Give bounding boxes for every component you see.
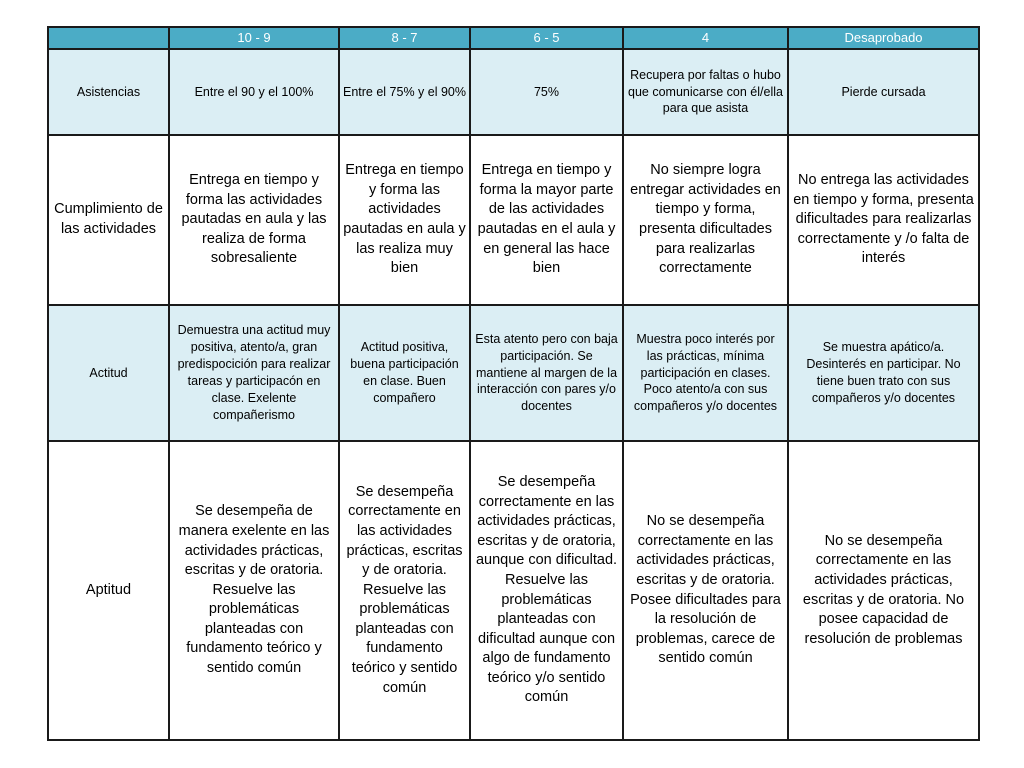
row-label-aptitud: Aptitud — [48, 441, 169, 740]
table-cell: Se muestra apático/a. Desinterés en participar. No tiene buen trato con sus compañeros y/o docentes — [788, 305, 979, 441]
table-cell: No se desempeña correctamente en las actividades prácticas, escritas y de oratoria. No posee capacidad de resolución de problemas — [788, 441, 979, 740]
row-label-cumplimiento: Cumplimiento de las actividades — [48, 135, 169, 305]
header-col-4: 4 — [623, 27, 788, 49]
table-row-cumplimiento — [48, 135, 979, 305]
table-cell: No entrega las actividades en tiempo y forma, presenta dificultades para realizarlas correctamente y /o falta de interés — [788, 135, 979, 305]
table-cell: Entrega en tiempo y forma las actividades pautadas en aula y las realiza de forma sobresaliente — [169, 135, 339, 305]
header-col-10-9: 10 - 9 — [169, 27, 339, 49]
table-row-asistencias — [48, 49, 979, 135]
table-cell: Se desempeña de manera exelente en las actividades prácticas, escritas y de oratoria. Resuelve las problemáticas planteadas con fundamento teórico y sentido común — [169, 441, 339, 740]
table-cell: No se desempeña correctamente en las actividades prácticas, escritas y de oratoria. Posee dificultades para la resolución de problemas, carece de sentido común — [623, 441, 788, 740]
header-col-8-7: 8 - 7 — [339, 27, 470, 49]
table-cell: Actitud positiva, buena participación en clase. Buen compañero — [339, 305, 470, 441]
table-cell: Esta atento pero con baja participación. Se mantiene al margen de la interacción con pares y/o docentes — [470, 305, 623, 441]
table-cell: Entre el 75% y el 90% — [339, 49, 470, 135]
table-cell: Demuestra una actitud muy positiva, atento/a, gran predispocición para realizar tareas y participacón en clase. Exelente compañerismo — [169, 305, 339, 441]
header-row — [48, 27, 979, 49]
header-col-desaprobado: Desaprobado — [788, 27, 979, 49]
table-cell: Muestra poco interés por las prácticas, mínima participación en clases. Poco atento/a con sus compañeros y/o docentes — [623, 305, 788, 441]
row-label-asistencias: Asistencias — [48, 49, 169, 135]
row-label-actitud: Actitud — [48, 305, 169, 441]
table-cell: Pierde cursada — [788, 49, 979, 135]
header-col-6-5: 6 - 5 — [470, 27, 623, 49]
table-cell: No siempre logra entregar actividades en tiempo y forma, presenta dificultades para realizarlas correctamente — [623, 135, 788, 305]
table-cell: Entre el 90 y el 100% — [169, 49, 339, 135]
rubric-table — [47, 26, 980, 741]
table-row-aptitud — [48, 441, 979, 740]
table-row-actitud — [48, 305, 979, 441]
table-cell: Se desempeña correctamente en las actividades prácticas, escritas y de oratoria, aunque con dificultad. Resuelve las problemáticas planteadas con dificultad aunque con algo de fundamento teórico y/o sentido común — [470, 441, 623, 740]
table-cell: Entrega en tiempo y forma la mayor parte de las actividades pautadas en el aula y en general las hace bien — [470, 135, 623, 305]
table-cell: Se desempeña correctamente en las actividades prácticas, escritas y de oratoria. Resuelve las problemáticas planteadas con fundamento teórico y sentido común — [339, 441, 470, 740]
table-cell: Recupera por faltas o hubo que comunicarse con él/ella para que asista — [623, 49, 788, 135]
table-cell: 75% — [470, 49, 623, 135]
header-corner — [48, 27, 169, 49]
table-cell: Entrega en tiempo y forma las actividades pautadas en aula y las realiza muy bien — [339, 135, 470, 305]
